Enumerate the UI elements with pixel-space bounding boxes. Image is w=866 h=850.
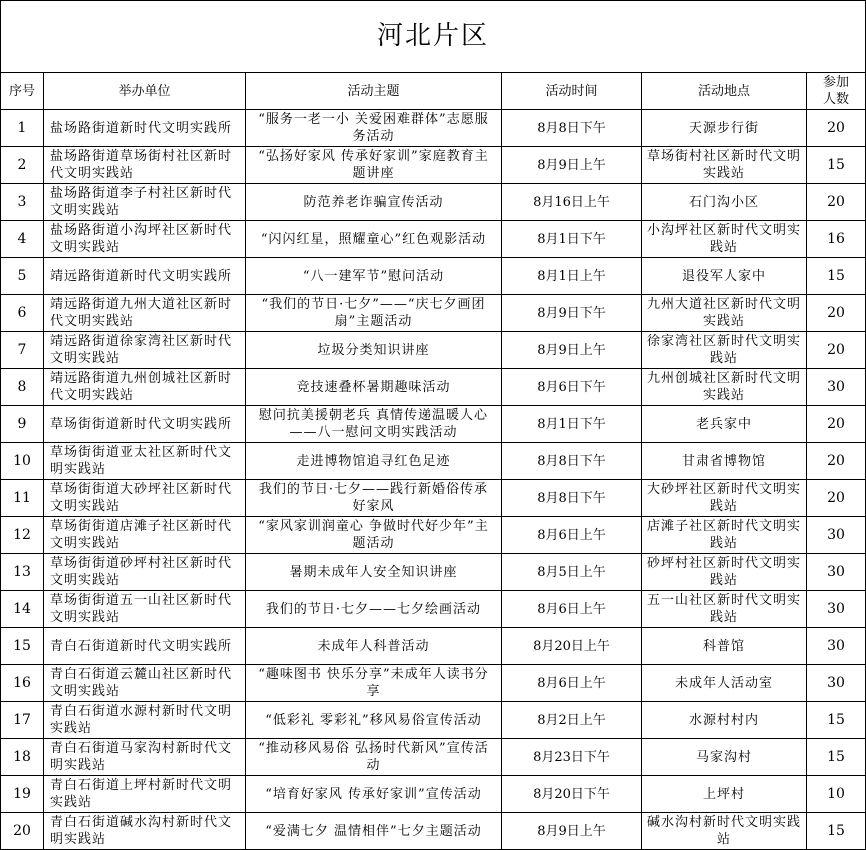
row-location: 甘肃省博物馆 (642, 443, 807, 480)
row-participants: 30 (807, 628, 866, 665)
row-topic: 慰问抗美援朝老兵 真情传递温暖人心——八一慰问文明实践活动 (246, 406, 502, 443)
row-participants: 20 (807, 480, 866, 517)
row-time: 8月8日下午 (502, 443, 642, 480)
page-title: 河北片区 (1, 1, 866, 73)
row-organizer: 草场街街道大砂坪社区新时代文明实践站 (44, 480, 246, 517)
row-organizer: 青白石街道上坪村新时代文明实践站 (44, 776, 246, 813)
row-location: 五一山社区新时代文明实践站 (642, 591, 807, 628)
row-participants: 10 (807, 776, 866, 813)
row-location: 草场街村社区新时代文明实践站 (642, 147, 807, 184)
table-row (1, 110, 866, 147)
row-topic: 未成年人科普活动 (246, 628, 502, 665)
row-participants: 20 (807, 110, 866, 147)
row-time: 8月1日下午 (502, 221, 642, 258)
row-location: 水源村村内 (642, 702, 807, 739)
table-row (1, 147, 866, 184)
row-index: 11 (1, 480, 44, 517)
row-time: 8月6日上午 (502, 665, 642, 702)
row-topic: “爱满七夕 温情相伴”七夕主题活动 (246, 813, 502, 850)
row-location: 大砂坪社区新时代文明实践站 (642, 480, 807, 517)
row-organizer: 草场街街道砂坪村社区新时代文明实践站 (44, 554, 246, 591)
row-time: 8月9日上午 (502, 813, 642, 850)
row-location: 砂坪村社区新时代文明实践站 (642, 554, 807, 591)
row-participants: 20 (807, 332, 866, 369)
table-row (1, 813, 866, 850)
row-time: 8月9日下午 (502, 295, 642, 332)
row-index: 6 (1, 295, 44, 332)
row-index: 13 (1, 554, 44, 591)
row-time: 8月5日上午 (502, 554, 642, 591)
row-organizer: 盐场路街道小沟坪社区新时代文明实践站 (44, 221, 246, 258)
table-row (1, 221, 866, 258)
row-index: 15 (1, 628, 44, 665)
row-topic: “弘扬好家风 传承好家训”家庭教育主题讲座 (246, 147, 502, 184)
header-organizer: 举办单位 (44, 73, 246, 110)
row-organizer: 草场街街道新时代文明实践所 (44, 406, 246, 443)
row-topic: “服务一老一小 关爱困难群体”志愿服务活动 (246, 110, 502, 147)
header-participants: 参加人数 (807, 73, 866, 110)
row-index: 16 (1, 665, 44, 702)
row-index: 3 (1, 184, 44, 221)
row-organizer: 青白石街道水源村新时代文明实践站 (44, 702, 246, 739)
row-time: 8月9日上午 (502, 147, 642, 184)
row-location: 小沟坪社区新时代文明实践站 (642, 221, 807, 258)
row-participants: 20 (807, 184, 866, 221)
row-index: 9 (1, 406, 44, 443)
row-location: 马家沟村 (642, 739, 807, 776)
table-row (1, 591, 866, 628)
row-index: 1 (1, 110, 44, 147)
table-row (1, 443, 866, 480)
row-time: 8月1日上午 (502, 258, 642, 295)
row-participants: 30 (807, 665, 866, 702)
row-index: 8 (1, 369, 44, 406)
table-row (1, 258, 866, 295)
table-row (1, 184, 866, 221)
table-row (1, 739, 866, 776)
row-topic: 走进博物馆追寻红色足迹 (246, 443, 502, 480)
table-row (1, 406, 866, 443)
row-participants: 15 (807, 739, 866, 776)
row-index: 14 (1, 591, 44, 628)
row-organizer: 靖远路街道九州大道社区新时代文明实践站 (44, 295, 246, 332)
row-index: 17 (1, 702, 44, 739)
row-participants: 20 (807, 443, 866, 480)
row-location: 老兵家中 (642, 406, 807, 443)
row-organizer: 青白石街道云麓山社区新时代文明实践站 (44, 665, 246, 702)
row-topic: “推动移风易俗 弘扬时代新风”宣传活动 (246, 739, 502, 776)
row-organizer: 靖远路街道新时代文明实践所 (44, 258, 246, 295)
row-index: 2 (1, 147, 44, 184)
row-time: 8月6日下午 (502, 369, 642, 406)
row-location: 徐家湾社区新时代文明实践站 (642, 332, 807, 369)
row-participants: 15 (807, 813, 866, 850)
row-index: 18 (1, 739, 44, 776)
table-row (1, 702, 866, 739)
row-organizer: 青白石街道新时代文明实践所 (44, 628, 246, 665)
row-location: 天源步行街 (642, 110, 807, 147)
row-time: 8月6日上午 (502, 517, 642, 554)
row-time: 8月9日上午 (502, 332, 642, 369)
row-organizer: 靖远路街道九州创城社区新时代文明实践站 (44, 369, 246, 406)
row-participants: 20 (807, 406, 866, 443)
header-row (1, 73, 866, 110)
row-topic: “八一建军节”慰问活动 (246, 258, 502, 295)
row-index: 20 (1, 813, 44, 850)
row-time: 8月1日下午 (502, 406, 642, 443)
table-row (1, 628, 866, 665)
row-participants: 15 (807, 702, 866, 739)
row-organizer: 盐场路街道新时代文明实践所 (44, 110, 246, 147)
row-index: 5 (1, 258, 44, 295)
table-row (1, 517, 866, 554)
table-row (1, 776, 866, 813)
row-topic: 我们的节日·七夕——践行新婚俗传承好家风 (246, 480, 502, 517)
row-location: 上坪村 (642, 776, 807, 813)
row-time: 8月8日下午 (502, 480, 642, 517)
row-index: 19 (1, 776, 44, 813)
row-organizer: 靖远路街道徐家湾社区新时代文明实践站 (44, 332, 246, 369)
row-location: 退役军人家中 (642, 258, 807, 295)
header-location: 活动地点 (642, 73, 807, 110)
row-time: 8月20日下午 (502, 776, 642, 813)
row-organizer: 青白石街道碱水沟村新时代文明实践站 (44, 813, 246, 850)
table-row (1, 665, 866, 702)
row-participants: 16 (807, 221, 866, 258)
row-participants: 30 (807, 554, 866, 591)
header-time: 活动时间 (502, 73, 642, 110)
row-topic: 防范养老诈骗宣传活动 (246, 184, 502, 221)
row-time: 8月2日上午 (502, 702, 642, 739)
row-location: 未成年人活动室 (642, 665, 807, 702)
row-index: 10 (1, 443, 44, 480)
row-participants: 15 (807, 147, 866, 184)
table-row (1, 369, 866, 406)
header-index: 序号 (1, 73, 44, 110)
row-topic: 我们的节日·七夕——七夕绘画活动 (246, 591, 502, 628)
row-time: 8月16日上午 (502, 184, 642, 221)
row-participants: 30 (807, 517, 866, 554)
row-participants: 20 (807, 295, 866, 332)
row-topic: 暑期未成年人安全知识讲座 (246, 554, 502, 591)
row-topic: “家风家训润童心 争做时代好少年”主题活动 (246, 517, 502, 554)
row-index: 7 (1, 332, 44, 369)
row-organizer: 盐场路街道草场街村社区新时代文明实践站 (44, 147, 246, 184)
row-location: 九州创城社区新时代文明实践站 (642, 369, 807, 406)
row-time: 8月6日上午 (502, 591, 642, 628)
row-time: 8月23日下午 (502, 739, 642, 776)
header-topic: 活动主题 (246, 73, 502, 110)
row-location: 科普馆 (642, 628, 807, 665)
row-time: 8月8日下午 (502, 110, 642, 147)
row-organizer: 盐场路街道李子村社区新时代文明实践站 (44, 184, 246, 221)
row-participants: 30 (807, 369, 866, 406)
row-topic: “闪闪红星，照耀童心”红色观影活动 (246, 221, 502, 258)
row-organizer: 草场街街道五一山社区新时代文明实践站 (44, 591, 246, 628)
table-row (1, 554, 866, 591)
row-topic: “培育好家风 传承好家训”宣传活动 (246, 776, 502, 813)
row-location: 店滩子社区新时代文明实践站 (642, 517, 807, 554)
row-topic: “趣味图书 快乐分享”未成年人读书分享 (246, 665, 502, 702)
row-topic: 竞技速叠杯暑期趣味活动 (246, 369, 502, 406)
row-location: 九州大道社区新时代文明实践站 (642, 295, 807, 332)
table-row (1, 295, 866, 332)
row-participants: 30 (807, 591, 866, 628)
row-organizer: 草场街街道店滩子社区新时代文明实践站 (44, 517, 246, 554)
row-organizer: 青白石街道马家沟村新时代文明实践站 (44, 739, 246, 776)
row-index: 12 (1, 517, 44, 554)
row-location: 碱水沟村新时代文明实践站 (642, 813, 807, 850)
row-index: 4 (1, 221, 44, 258)
row-location: 石门沟小区 (642, 184, 807, 221)
row-participants: 15 (807, 258, 866, 295)
row-topic: “低彩礼 零彩礼”移风易俗宣传活动 (246, 702, 502, 739)
table-row (1, 332, 866, 369)
row-topic: 垃圾分类知识讲座 (246, 332, 502, 369)
table-row (1, 480, 866, 517)
row-topic: “我们的节日·七夕”——“庆七夕画团扇”主题活动 (246, 295, 502, 332)
row-time: 8月20日上午 (502, 628, 642, 665)
row-organizer: 草场街街道亚太社区新时代文明实践站 (44, 443, 246, 480)
